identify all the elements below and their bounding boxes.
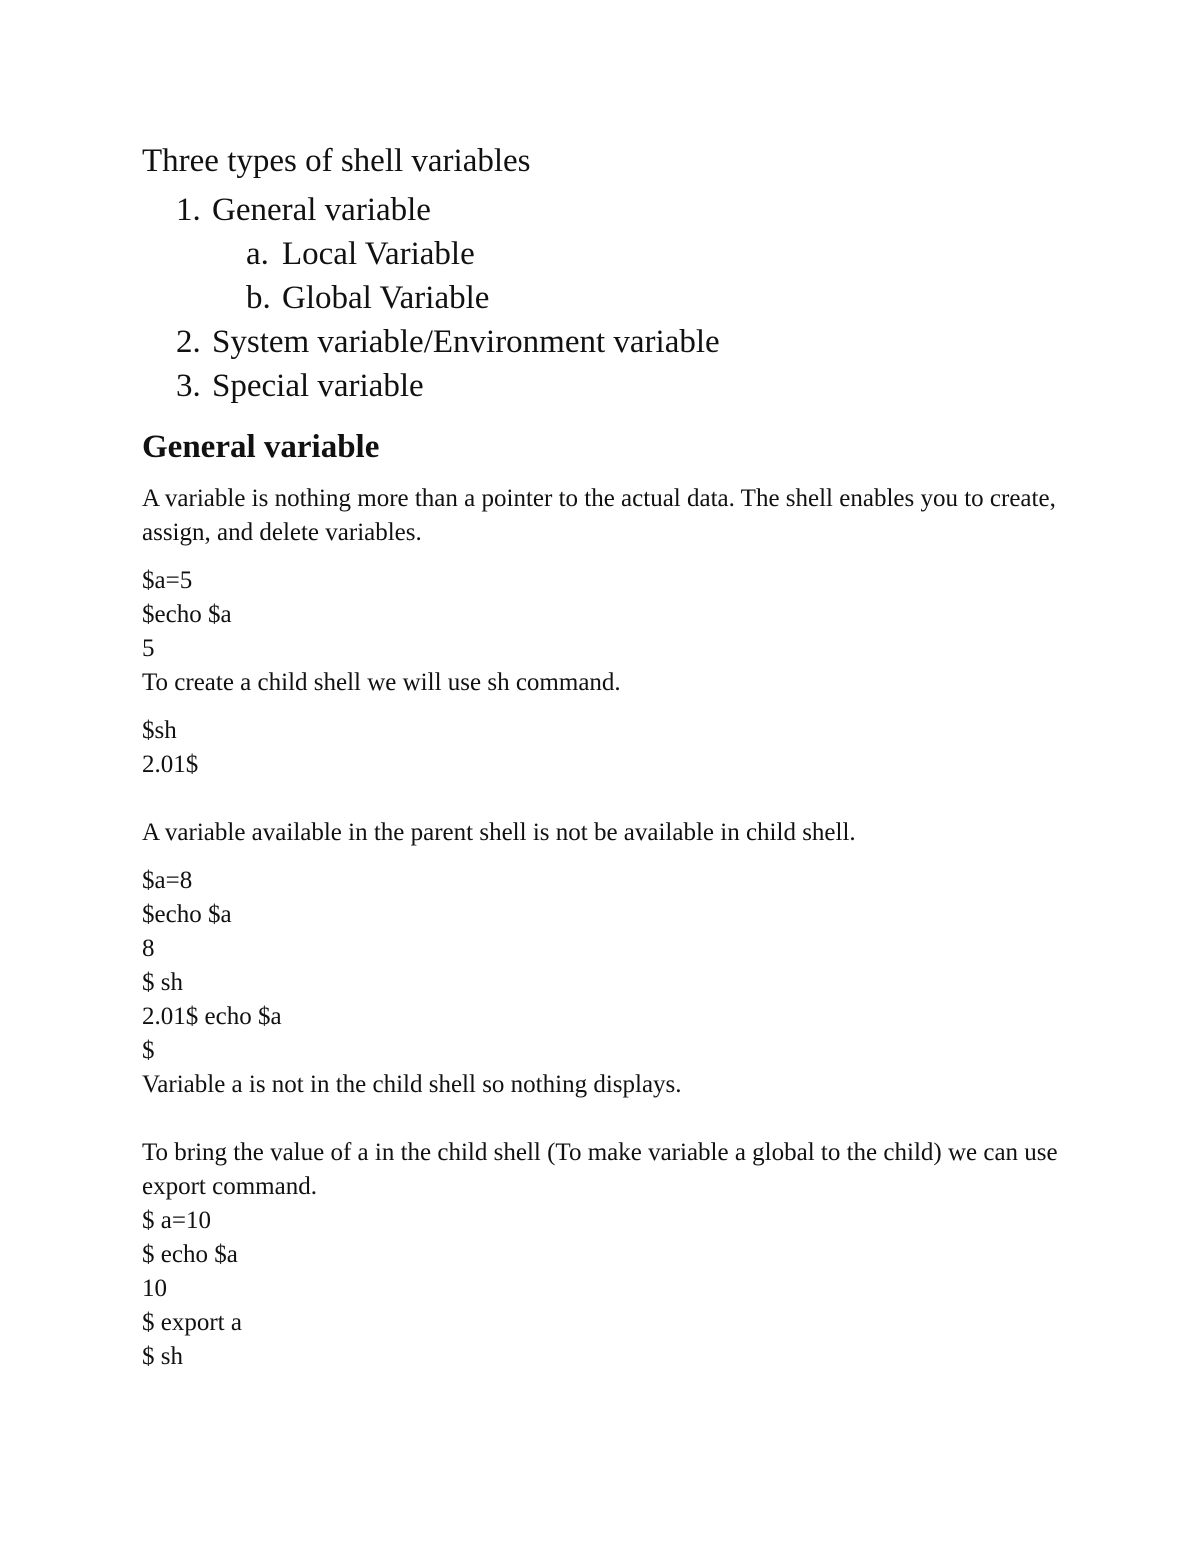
code-line: $a=8	[142, 867, 193, 894]
code-line: $ a=10	[142, 1207, 211, 1234]
code-line: 5	[142, 635, 155, 662]
spacer	[142, 1102, 1072, 1136]
code-line: $	[142, 1037, 155, 1064]
code-line: $ export a	[142, 1309, 242, 1336]
code-line: $echo $a	[142, 901, 232, 928]
variable-types-list	[142, 188, 1072, 408]
document-body	[142, 140, 1072, 1374]
spacer	[142, 550, 1072, 564]
code-block-2	[142, 714, 1072, 782]
spacer	[142, 782, 1072, 816]
code-line: $ sh	[142, 969, 183, 996]
code-block-1	[142, 564, 1072, 666]
code-block-3	[142, 864, 1072, 1068]
code-line: 2.01$	[142, 751, 199, 778]
sub-list-item-text: Global Variable	[282, 280, 490, 316]
nothing-displays-note: Variable a is not in the child shell so nothing displays.	[142, 1071, 682, 1098]
list-item	[142, 188, 1072, 232]
list-item-text: System variable/Environment variable	[212, 324, 720, 360]
sub-list-item	[142, 276, 1072, 320]
code-line: $echo $a	[142, 601, 232, 628]
child-shell-note: To create a child shell we will use sh command.	[142, 669, 621, 696]
sub-list-marker: a.	[246, 236, 269, 272]
code-line: $ sh	[142, 1343, 183, 1370]
list-marker: 1.	[176, 192, 201, 228]
spacer	[142, 850, 1072, 864]
export-note: To bring the value of a in the child shell (To make variable a global to the child) we can use export command.	[142, 1139, 1058, 1200]
code-line: 10	[142, 1275, 167, 1302]
list-item-text: General variable	[212, 192, 431, 228]
code-line: 2.01$ echo $a	[142, 1003, 282, 1030]
list-item	[142, 364, 1072, 408]
section-heading: General variable	[142, 429, 380, 465]
sub-list-item	[142, 232, 1072, 276]
document-title: Three types of shell variables	[142, 143, 531, 179]
sub-list-item-text: Local Variable	[282, 236, 475, 272]
code-line: $sh	[142, 717, 177, 744]
code-line: 8	[142, 935, 155, 962]
code-block-4	[142, 1204, 1072, 1374]
code-line: $ echo $a	[142, 1241, 238, 1268]
list-item-text: Special variable	[212, 368, 424, 404]
spacer	[142, 700, 1072, 714]
list-item	[142, 320, 1072, 364]
list-marker: 3.	[176, 368, 201, 404]
parent-shell-note: A variable available in the parent shell is not be available in child shell.	[142, 819, 856, 846]
intro-paragraph: A variable is nothing more than a pointer to the actual data. The shell enables you to create, assign, and delete variables.	[142, 485, 1056, 546]
sub-list-marker: b.	[246, 280, 271, 316]
list-marker: 2.	[176, 324, 201, 360]
code-line: $a=5	[142, 567, 193, 594]
